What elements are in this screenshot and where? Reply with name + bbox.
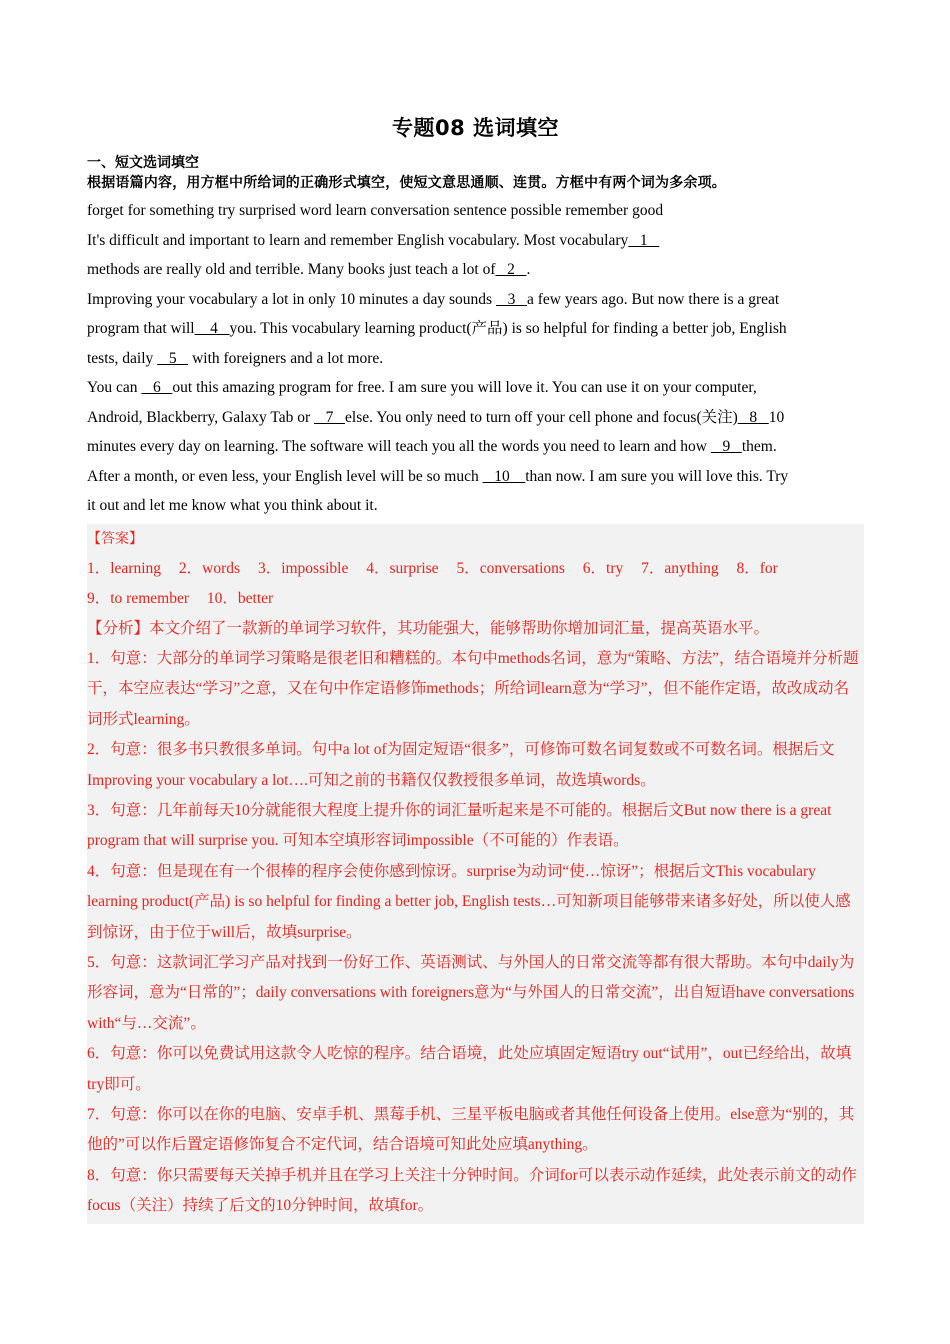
passage-line: Android, Blackberry, Galaxy Tab or 7 else. You only need to turn off your cell phone and focus(关注) 8 10: [87, 408, 785, 426]
blank-8: 8: [737, 408, 769, 426]
passage-line: methods are really old and terrible. Many books just teach a lot of 2 .: [87, 261, 531, 278]
blank-6: 6: [141, 379, 173, 396]
answer-item: 9．to remember: [87, 589, 190, 607]
passage-line: it out and let me know what you think about it.: [87, 497, 378, 514]
analysis-item-3: 3．句意：几年前每天10分就能很大程度上提升你的词汇量听起来是不可能的。根据后文But now there is a great program that will surprise you. 可知本空填形容词impossible（不可能的）作表语。: [87, 801, 832, 850]
passage-line: minutes every day on learning. The software will teach you all the words you need to learn and how 9 them.: [87, 438, 777, 455]
blank-2: 2: [495, 261, 527, 278]
analysis-item-1: 1．句意：大部分的单词学习策略是很老旧和糟糕的。本句中methods名词，意为“策略、方法”，结合语境并分析题干，本空应表达“学习”之意，又在句中作定语修饰methods；所给词learn意为“学习”，但不能作定语，故改成动名词形式learning。: [87, 649, 859, 728]
analysis-item-4: 4．句意：但是现在有一个很棒的程序会使你感到惊讶。surprise为动词“使…惊讶”；根据后文This vocabulary learning product(产品) is so helpful for finding a better job, English tests…可知新项目能够带来诸多好处，所以使人感到惊讶，由于位于will后，故填surprise。: [87, 862, 851, 941]
passage-line: program that will 4 you. This vocabulary learning product(产品) is so helpful for finding a better job, English: [87, 320, 787, 337]
analysis-item-2: 2．句意：很多书只教很多单词。句中a lot of为固定短语“很多”，可修饰可数名词复数或不可数名词。根据后文Improving your vocabulary a lot….可知之前的书籍仅仅教授很多单词，故选填words。: [87, 741, 835, 789]
answer-item: 7．anything: [641, 559, 719, 577]
answer-item: 1．learning: [87, 559, 162, 577]
blank-3: 3: [495, 290, 527, 308]
blank-5: 5: [157, 349, 189, 367]
blank-7: 7: [314, 408, 346, 426]
passage-line: tests, daily 5 with foreigners and a lot more.: [87, 349, 384, 367]
answer-row: [87, 554, 864, 584]
answer-label: 【答案】: [87, 530, 143, 547]
passage-line: It's difficult and important to learn and remember English vocabulary. Most vocabulary 1: [87, 231, 660, 249]
analysis-item-6: 6．句意：你可以免费试用这款令人吃惊的程序。结合语境，此处应填固定短语try out“试用”，out已经给出，故填try即可。: [87, 1045, 852, 1093]
blank-10: 10: [482, 467, 526, 485]
analysis-item-5: 5．句意：这款词汇学习产品对找到一份好工作、英语测试、与外国人的日常交流等都有很大帮助。本句中daily为形容词，意为“日常的”；daily conversations with foreigners意为“与外国人的日常交流”，出自短语have conversations with“与…交流”。: [87, 953, 855, 1032]
blank-9: 9: [710, 438, 742, 455]
passage-line: You can 6 out this amazing program for free. I am sure you will love it. You can use it on your computer,: [87, 379, 757, 396]
blank-4: 4: [194, 320, 230, 337]
passage-line: Improving your vocabulary a lot in only 10 minutes a day sounds 3 a few years ago. But now there is a great: [87, 290, 780, 308]
analysis-item-8: 8．句意：你只需要每天关掉手机并且在学习上关注十分钟时间。介词for可以表示动作延续，此处表示前文的动作focus（关注）持续了后文的10分钟时间，故填for。: [87, 1166, 857, 1215]
instruction: 根据语篇内容，用方框中所给词的正确形式填空，使短文意思通顺、连贯。方框中有两个词为多余项。: [87, 175, 726, 191]
answer-box: [87, 524, 864, 1224]
answer-item: 3．impossible: [257, 559, 349, 577]
answer-item: 6．try: [582, 559, 624, 577]
answer-item: 5．conversations: [456, 559, 565, 577]
passage-line: After a month, or even less, your English level will be so much 10 than now. I am sure you will love this. Try: [87, 467, 789, 485]
analysis-item-7: 7．句意：你可以在你的电脑、安卓手机、黑莓手机、三星平板电脑或者其他任何设备上使用。else意为“别的，其他的”可以作后置定语修饰复合不定代词，结合语境可知此处应填anything。: [87, 1106, 855, 1154]
word-box: forget for something try surprised word learn conversation sentence possible remember good: [87, 202, 664, 219]
page-content: [87, 112, 864, 1224]
section-heading: 一、短文选词填空: [87, 155, 199, 171]
analysis-intro: 【分析】本文介绍了一款新的单词学习软件，其功能强大，能够帮助你增加词汇量，提高英语水平。: [87, 619, 770, 637]
answer-row: [87, 584, 864, 614]
passage: [87, 226, 864, 521]
answer-item: 4．surprise: [366, 559, 439, 577]
answer-item: 2．words: [178, 559, 241, 577]
blank-1: 1: [628, 231, 660, 249]
answer-item: 10．better: [206, 589, 274, 607]
page-title: 专题08 选词填空: [391, 116, 560, 140]
answer-item: 8．for: [736, 559, 778, 577]
